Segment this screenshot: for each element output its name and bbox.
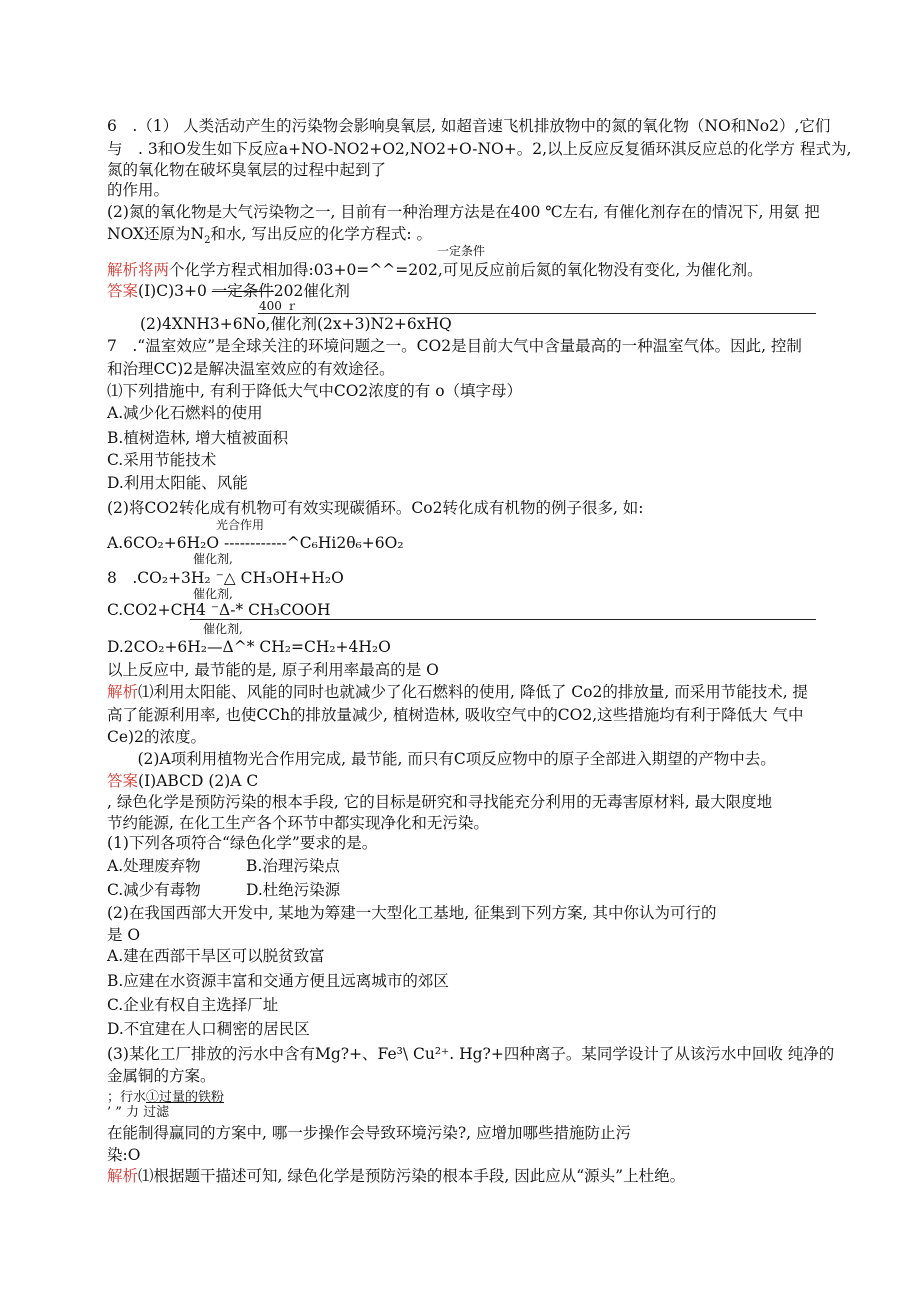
q6-part1-line3: 氮的氧化物在破坏臭氧层的过程中起到了 xyxy=(107,161,387,179)
q8-option-a: A.处理废弃物 xyxy=(107,857,201,875)
flow-step-2: ’ ” 力 过滤 xyxy=(107,1105,170,1120)
flow-step-1: ；行水①过量的铁粉 xyxy=(107,1090,225,1105)
q8-option: D.不宜建在人口稠密的居民区 xyxy=(107,1020,310,1038)
reaction-b: 8 .CO₂+3H₂ ⁻△ CH₃OH+H₂O xyxy=(107,569,344,587)
q8-sub3-line1: (3)某化工厂排放的污水中含有Mg?+、Fe³\ Cu²⁺. Hg?+四种离子。某同学设计了从该污水中回收 纯净的 xyxy=(107,1045,835,1063)
reaction-a: A.6CO₂+6H₂O ------------^C₆Hi2θ₆+6O₂ xyxy=(107,534,404,552)
q7-option: B.植树造林, 增大植被面积 xyxy=(107,429,289,447)
note-catalyst: 催化剂, xyxy=(203,622,243,636)
q8-intro-line2: 节约能源, 在化工生产各个环节中都实现净化和无污染。 xyxy=(107,814,489,832)
q8-intro-line1: , 绿色化学是预防污染的根本手段, 它的目标是研究和寻找能充分利用的无毒害原材料, 最大限度地 xyxy=(107,793,773,811)
q8-sub3-line3: 在能制得赢同的方案中, 哪一步操作会导致环境污染?, 应增加哪些措施防止污 xyxy=(107,1124,632,1142)
q8-option: A.建在西部干旱区可以脱贫致富 xyxy=(107,947,325,965)
q8-sub2-line1: (2)在我国西部大开发中, 某地为筹建一大型化工基地, 征集到下列方案, 其中你认为可行的 xyxy=(107,904,717,922)
q6-condition-note: 一定条件 xyxy=(437,244,486,258)
q8-sub2-line2: 是 O xyxy=(107,926,141,944)
q8-option: B.应建在水资源丰富和交通方便且远离城市的郊区 xyxy=(107,972,449,990)
q8-sub1: (1)下列各项符合“绿色化学”要求的是。 xyxy=(107,834,378,852)
q7-sub2: (2)将CO2转化成有机物可有效实现碳循环。Co2转化成有机物的例子很多, 如: xyxy=(107,499,644,517)
answer-label: 答案 xyxy=(107,772,139,790)
reaction-c: C.CO2+CH4 ⁻Δ-* CH₃COOH xyxy=(107,601,331,619)
q6-part2-line1: (2)氮的氧化物是大气污染物之一, 目前有一种治理方法是在400 ℃左右, 有催化剂存在的情况下, 用氨 把 xyxy=(107,203,820,221)
q8-option-b: B.治理污染点 xyxy=(246,857,340,875)
q8-option: C.企业有权自主选择厂址 xyxy=(107,996,279,1014)
q7-sub1: ⑴下列措施中, 有利于降低大气中CO2浓度的有 o（填字母） xyxy=(107,382,523,400)
note-photosynthesis: 光合作用 xyxy=(216,518,265,532)
analysis-label: 解析将两 xyxy=(107,261,170,279)
q6-part2-line2: NOX还原为$N_2$和水, 写出反应的化学方程式: 。 xyxy=(107,225,432,247)
q7-analysis-line2: 高了能源利用率, 也使CCh的排放量减少, 植树造林, 吸收空气中的CO2,这些措施均有利于降低大 气中 xyxy=(107,706,804,724)
reaction-divider xyxy=(190,619,816,620)
q8-sub3-line4: 染:O xyxy=(107,1146,141,1164)
note-catalyst: 催化剂, xyxy=(193,552,233,566)
q6-answer-part2: (2)4XNH3+6No,催化剂(2x+3)N2+6xHQ xyxy=(140,315,452,333)
analysis-label: 解析 xyxy=(107,1167,139,1185)
q8-option-d: D.杜绝污染源 xyxy=(246,881,341,899)
note-catalyst: 催化剂, xyxy=(193,587,233,601)
q7-analysis-line3: Ce)2的浓度。 xyxy=(107,728,206,746)
q6-part1-line1: 6 .（1） 人类活动产生的污染物会影响臭氧层, 如超音速飞机排放物中的氮的氧化物（NO和No2）,它们 xyxy=(107,117,831,135)
answer-label: 答案 xyxy=(107,282,139,300)
q7-option: D.利用太阳能、风能 xyxy=(107,474,248,492)
q6-part1-line2: 与 . 3和O发生如下反应a+NO-NO2+O2,NO2+O-NO+。2,以上反应反复循环淇反应总的化学方 程式为, xyxy=(107,140,852,158)
q7-analysis-line4: (2)A项利用植物光合作用完成, 最节能, 而只有C项反应物中的原子全部进入期望的产物中去。 xyxy=(122,750,776,768)
q6-analysis: 解析将两个化学方程式相加得:03+0=^^=202,可见反应前后氮的氧化物没有变化, 为催化剂。 xyxy=(107,261,763,279)
q6-answer: 答案(I)C)3+0 一定条件202催化剂 xyxy=(107,282,350,300)
q7-question: 以上反应中, 最节能的是, 原子利用率最高的是 O xyxy=(107,661,439,679)
q7-option: C.采用节能技术 xyxy=(107,451,217,469)
q8-analysis: 解析⑴根据题干描述可知, 绿色化学是预防污染的根本手段, 因此应从“源头”上杜绝。 xyxy=(107,1167,686,1185)
q7-answer: 答案(I)ABCD (2)A C xyxy=(107,772,259,790)
q8-option-c: C.减少有毒物 xyxy=(107,881,201,899)
q7-analysis-line1: 解析⑴利用太阳能、风能的同时也就减少了化石燃料的使用, 降低了 Co2的排放量, 而采用节能技术, 提 xyxy=(107,683,809,701)
reaction-d: D.2CO₂+6H₂—Δ^* CH₂=CH₂+4H₂O xyxy=(107,638,391,656)
q7-option: A.减少化石燃料的使用 xyxy=(107,404,263,422)
q6-part1-line4: 的作用。 xyxy=(107,181,170,199)
q7-intro-line1: 7 .“温室效应”是全球关注的环境问题之一。CO2是目前大气中含量最高的一种温室气体。因此, 控制 xyxy=(107,337,802,355)
q8-sub3-line2: 金属铜的方案。 xyxy=(107,1067,216,1085)
analysis-label: 解析 xyxy=(107,683,139,701)
q6-temperature-note: 400 ｒ xyxy=(259,299,298,313)
q7-intro-line2: 和治理CC)2是解决温室效应的有效途径。 xyxy=(107,360,395,378)
